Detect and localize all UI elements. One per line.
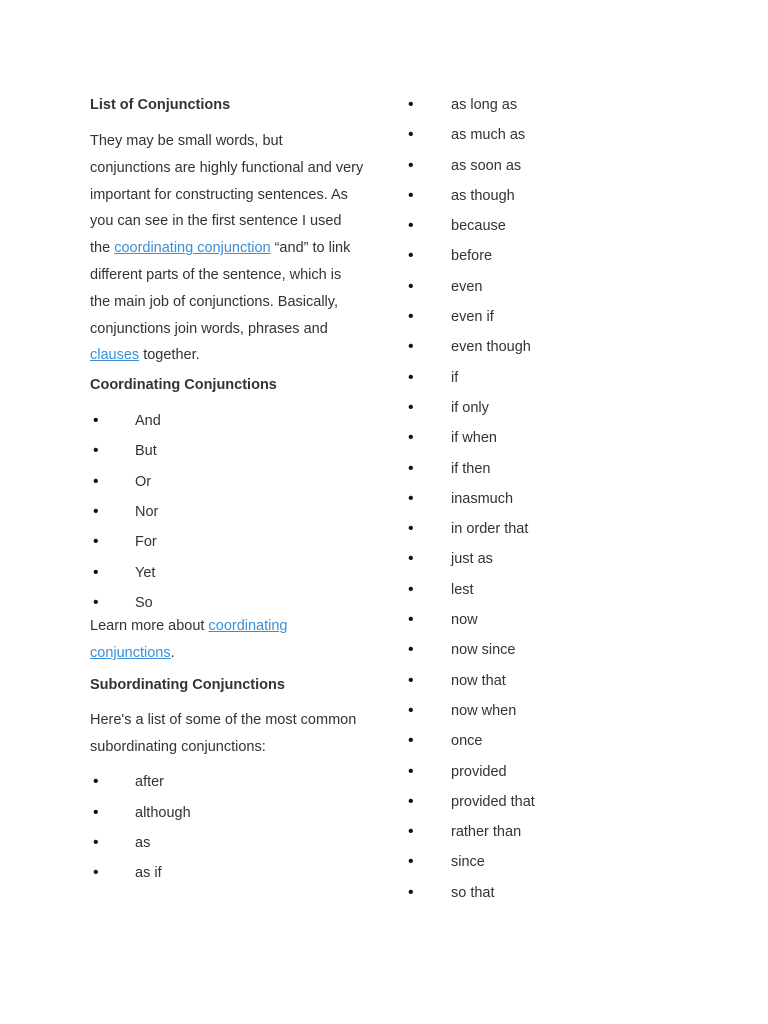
list-item-text: And bbox=[135, 413, 161, 430]
list-item bbox=[405, 731, 645, 761]
intro-text-3: together. bbox=[139, 347, 200, 364]
list-item bbox=[405, 368, 645, 398]
bullet-icon: • bbox=[408, 186, 414, 204]
list-item bbox=[405, 156, 645, 186]
list-item bbox=[405, 792, 645, 822]
list-item-text: inasmuch bbox=[451, 490, 514, 507]
coordinating-conjunction-link[interactable]: coordinating conjunction bbox=[114, 240, 271, 257]
list-item bbox=[90, 863, 365, 893]
bullet-icon: • bbox=[408, 308, 414, 326]
bullet-icon: • bbox=[408, 762, 414, 780]
bullet-icon: • bbox=[93, 593, 99, 611]
bullet-icon: • bbox=[408, 550, 414, 568]
list-item bbox=[405, 95, 645, 125]
list-item-text: as if bbox=[135, 865, 162, 882]
bullet-icon: • bbox=[93, 834, 99, 852]
list-item bbox=[90, 833, 365, 863]
list-item-text: provided that bbox=[451, 793, 535, 810]
learn-more-suffix: . bbox=[170, 645, 175, 662]
list-item bbox=[405, 337, 645, 367]
list-item bbox=[405, 822, 645, 852]
bullet-icon: • bbox=[408, 96, 414, 113]
list-item bbox=[405, 549, 645, 579]
bullet-icon: • bbox=[408, 883, 414, 901]
subordinating-list-right bbox=[405, 95, 645, 913]
list-item-text: in order that bbox=[451, 521, 529, 538]
list-item-text: So bbox=[135, 594, 153, 611]
intro-text-2: “and” to link different parts of the sentence, which is the main job of conjunctions. Basically, conjunctions join words, phrases and bbox=[90, 240, 351, 337]
bullet-icon: • bbox=[408, 217, 414, 235]
bullet-icon: • bbox=[408, 368, 414, 386]
list-item bbox=[90, 803, 365, 833]
bullet-icon: • bbox=[93, 563, 99, 581]
list-item-text: because bbox=[451, 218, 506, 235]
list-item bbox=[405, 125, 645, 155]
list-item-text: Yet bbox=[135, 564, 156, 581]
left-column bbox=[90, 95, 365, 894]
bullet-icon: • bbox=[93, 773, 99, 791]
coordinating-heading: Coordinating Conjunctions bbox=[90, 377, 277, 394]
list-item-text: as much as bbox=[451, 127, 526, 144]
list-item bbox=[405, 610, 645, 640]
list-item bbox=[405, 489, 645, 519]
bullet-icon: • bbox=[408, 459, 414, 477]
learn-more-prefix: Learn more about bbox=[90, 618, 209, 635]
bullet-icon: • bbox=[408, 611, 414, 629]
list-item-text: once bbox=[451, 733, 483, 750]
list-item-text: lest bbox=[451, 581, 474, 598]
list-item bbox=[405, 459, 645, 489]
list-item bbox=[405, 246, 645, 276]
intro-text-1: They may be small words, but conjunctions are highly functional and very important for constructing sentences. As you can see in the first sentence I used the bbox=[90, 133, 364, 257]
list-item bbox=[90, 411, 365, 441]
list-item-text: Nor bbox=[135, 504, 159, 521]
bullet-icon: • bbox=[408, 641, 414, 659]
bullet-icon: • bbox=[408, 247, 414, 265]
list-item bbox=[405, 428, 645, 458]
list-item-text: if only bbox=[451, 399, 489, 416]
list-item bbox=[90, 472, 365, 502]
bullet-icon: • bbox=[408, 792, 414, 810]
bullet-icon: • bbox=[408, 126, 414, 144]
list-item bbox=[90, 563, 365, 593]
bullet-icon: • bbox=[408, 338, 414, 356]
list-item bbox=[90, 772, 365, 802]
list-item-text: if then bbox=[451, 460, 491, 477]
subordinating-list-left bbox=[90, 772, 365, 893]
right-column bbox=[405, 95, 645, 913]
bullet-icon: • bbox=[408, 429, 414, 447]
list-item bbox=[90, 593, 365, 623]
list-item-text: since bbox=[451, 854, 485, 871]
list-item-text: just as bbox=[451, 551, 493, 568]
list-item-text: as bbox=[135, 835, 151, 852]
list-item-text: as soon as bbox=[451, 157, 522, 174]
list-item-text: even if bbox=[451, 309, 494, 326]
list-item bbox=[90, 441, 365, 471]
bullet-icon: • bbox=[93, 533, 99, 551]
list-item bbox=[405, 519, 645, 549]
list-item-text: even bbox=[451, 278, 483, 295]
bullet-icon: • bbox=[408, 277, 414, 295]
bullet-icon: • bbox=[93, 503, 99, 521]
list-item bbox=[405, 762, 645, 792]
list-item bbox=[405, 398, 645, 428]
bullet-icon: • bbox=[408, 156, 414, 174]
list-item bbox=[405, 580, 645, 610]
list-item bbox=[90, 502, 365, 532]
list-item bbox=[405, 883, 645, 913]
list-item-text: even though bbox=[451, 339, 531, 356]
bullet-icon: • bbox=[93, 803, 99, 821]
list-item bbox=[405, 277, 645, 307]
list-item-text: after bbox=[135, 774, 165, 791]
list-item bbox=[405, 186, 645, 216]
list-item-text: Or bbox=[135, 473, 152, 490]
list-item bbox=[405, 640, 645, 670]
list-item bbox=[405, 852, 645, 882]
bullet-icon: • bbox=[408, 853, 414, 871]
bullet-icon: • bbox=[408, 580, 414, 598]
bullet-icon: • bbox=[408, 489, 414, 507]
list-item-text: before bbox=[451, 248, 493, 265]
bullet-icon: • bbox=[93, 472, 99, 490]
list-item-text: rather than bbox=[451, 824, 522, 841]
list-item-text: if when bbox=[451, 430, 497, 447]
list-item-text: as long as bbox=[451, 97, 518, 113]
list-item-text: if bbox=[451, 369, 459, 386]
list-item-text: For bbox=[135, 534, 157, 551]
list-item-text: now bbox=[451, 612, 478, 629]
list-item-text: now since bbox=[451, 642, 516, 659]
list-item-text: provided bbox=[451, 763, 507, 780]
intro-paragraph bbox=[90, 128, 365, 369]
bullet-icon: • bbox=[408, 823, 414, 841]
bullet-icon: • bbox=[408, 732, 414, 750]
bullet-icon: • bbox=[408, 671, 414, 689]
list-item bbox=[405, 701, 645, 731]
list-item bbox=[90, 532, 365, 562]
list-item-text: But bbox=[135, 443, 157, 460]
bullet-icon: • bbox=[408, 520, 414, 538]
list-item-text: now when bbox=[451, 702, 517, 719]
list-item bbox=[405, 307, 645, 337]
list-item-text: now that bbox=[451, 672, 506, 689]
bullet-icon: • bbox=[93, 864, 99, 882]
coordinating-list bbox=[90, 411, 365, 623]
bullet-icon: • bbox=[93, 442, 99, 460]
list-item bbox=[405, 671, 645, 701]
list-item-text: although bbox=[135, 804, 191, 821]
subordinating-intro: Here's a list of some of the most common subordinating conjunctions: bbox=[90, 711, 357, 755]
clauses-link[interactable]: clauses bbox=[90, 347, 140, 364]
list-item bbox=[405, 216, 645, 246]
subordinating-heading: Subordinating Conjunctions bbox=[90, 676, 285, 693]
coordinating-conjunctions-link[interactable]: coordinating conjunctions bbox=[90, 618, 288, 662]
bullet-icon: • bbox=[408, 398, 414, 416]
bullet-icon: • bbox=[93, 412, 99, 430]
list-item-text: as though bbox=[451, 187, 515, 204]
page-title: List of Conjunctions bbox=[90, 97, 231, 113]
list-item-text: so that bbox=[451, 884, 495, 901]
bullet-icon: • bbox=[408, 701, 414, 719]
